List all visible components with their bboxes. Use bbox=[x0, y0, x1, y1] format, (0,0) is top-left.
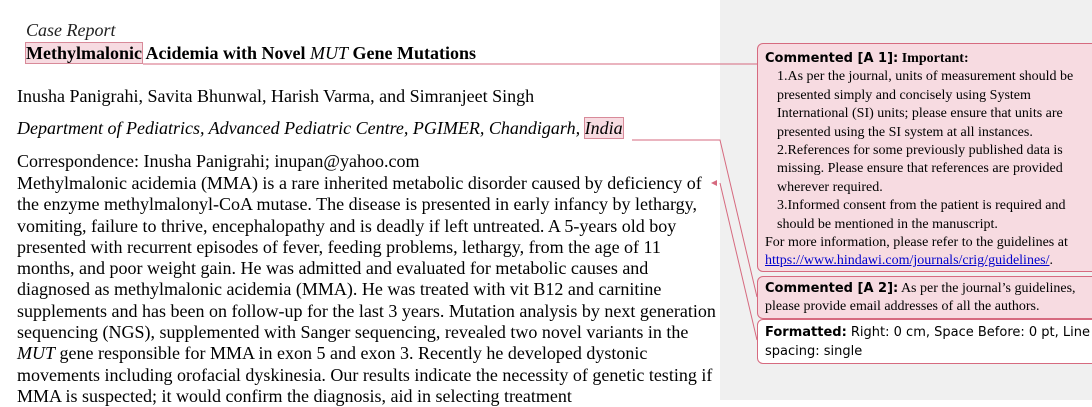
comment-1-line: International (SI) units; please ensure that units are bbox=[777, 106, 1063, 122]
comment-1-line: 3.Informed consent from the patient is required and bbox=[777, 198, 1066, 214]
formatting-balloon[interactable] bbox=[757, 319, 1092, 364]
comment-1-line: should be mentioned in the manuscript. bbox=[777, 216, 998, 232]
formatting-label: Formatted: bbox=[765, 325, 847, 340]
comment-balloon-2[interactable] bbox=[757, 276, 1092, 319]
comment-1-line: 1.As per the journal, units of measurement should be bbox=[777, 69, 1074, 85]
correspondence-line: Correspondence: Inusha Panigrahi; inupan@yahoo.com bbox=[17, 151, 420, 171]
comment-1-line: presented simply and concisely using System bbox=[777, 87, 1031, 103]
comment-2-label: Commented [A 2]: bbox=[765, 281, 899, 296]
title-text: Acidemia with Novel bbox=[141, 43, 310, 63]
title-gene-name: MUT bbox=[309, 43, 348, 63]
article-type-label: Case Report bbox=[26, 20, 116, 40]
affiliation bbox=[17, 118, 623, 139]
affiliation-text: Department of Pediatrics, Advanced Pediatric Centre, PGIMER, Chandigarh, bbox=[17, 118, 585, 138]
comment-1-line: missing. Please ensure that references are provided bbox=[777, 161, 1063, 177]
guidelines-link[interactable]: https://www.hindawi.com/journals/crig/guidelines/ bbox=[765, 253, 1050, 269]
author-list: Inusha Panigrahi, Savita Bhunwal, Harish Varma, and Simranjeet Singh bbox=[17, 86, 535, 106]
title-commented-word[interactable]: Methylmalonic bbox=[26, 43, 142, 63]
comment-1-heading bbox=[765, 50, 1092, 68]
abstract-text-1: Methylmalonic acidemia (MMA) is a rare inherited metabolic disorder caused by deficiency of the enzyme methylmalonyl-CoA mutase. The disease is presented in early infancy by lethargy, vomiting, failure to thrive, encephalopathy and is deadly if left untreated. A 5-years old boy presented with recurrent episodes of fever, feeding problems, lethargy, from the age of 11 months, and poor weight gain. He was admitted and evaluated for metabolic causes and diagnosed as methylmalonic acidemia (MMA). He was treated with vit B12 and carnitine supplements and has been on follow-up for the last 3 years. Mutation analysis by next generation sequencing (NGS), supplemented with Sanger sequencing, revealed two novel variants in the bbox=[17, 173, 716, 343]
comment-2-line-1 bbox=[765, 280, 1092, 298]
comment-balloon-1[interactable] bbox=[757, 43, 1092, 272]
abstract-gene-name: MUT bbox=[17, 343, 56, 364]
abstract-paragraph bbox=[17, 173, 717, 407]
comment-2-line-2: please provide email addresses of all the authors. bbox=[765, 299, 1040, 315]
formatting-line-1 bbox=[765, 323, 1092, 342]
comment-1-line: presented using the SI system at all instances. bbox=[777, 124, 1033, 140]
comment-2-text: As per the journal’s guidelines, bbox=[898, 281, 1076, 296]
comment-1-footer: For more information, please refer to the guidelines at bbox=[765, 235, 1068, 251]
affiliation-commented-word[interactable]: India bbox=[584, 118, 623, 138]
formatting-text: Right: 0 cm, Space Before: 0 pt, Line bbox=[846, 325, 1090, 340]
abstract-text-2: gene responsible for MMA in exon 5 and exon 3. Recently he developed dystonic movements including orofacial dyskinesia. Our results indicate the necessity of genetic testing if MMA is suspected; it would confirm the diagnosis, aid in selecting treatment bbox=[17, 343, 713, 406]
comment-1-line: 2.References for some previously published data is bbox=[777, 143, 1063, 159]
comment-1-line: wherever required. bbox=[777, 179, 883, 195]
comment-1-lead: Important: bbox=[898, 51, 969, 66]
link-suffix: . bbox=[1049, 253, 1053, 269]
comment-1-label: Commented [A 1]: bbox=[765, 51, 899, 66]
title-text-end: Gene Mutations bbox=[348, 43, 476, 63]
comment-1-link-line bbox=[765, 252, 1092, 270]
formatting-line-2: spacing: single bbox=[765, 344, 863, 359]
article-title bbox=[26, 43, 476, 64]
